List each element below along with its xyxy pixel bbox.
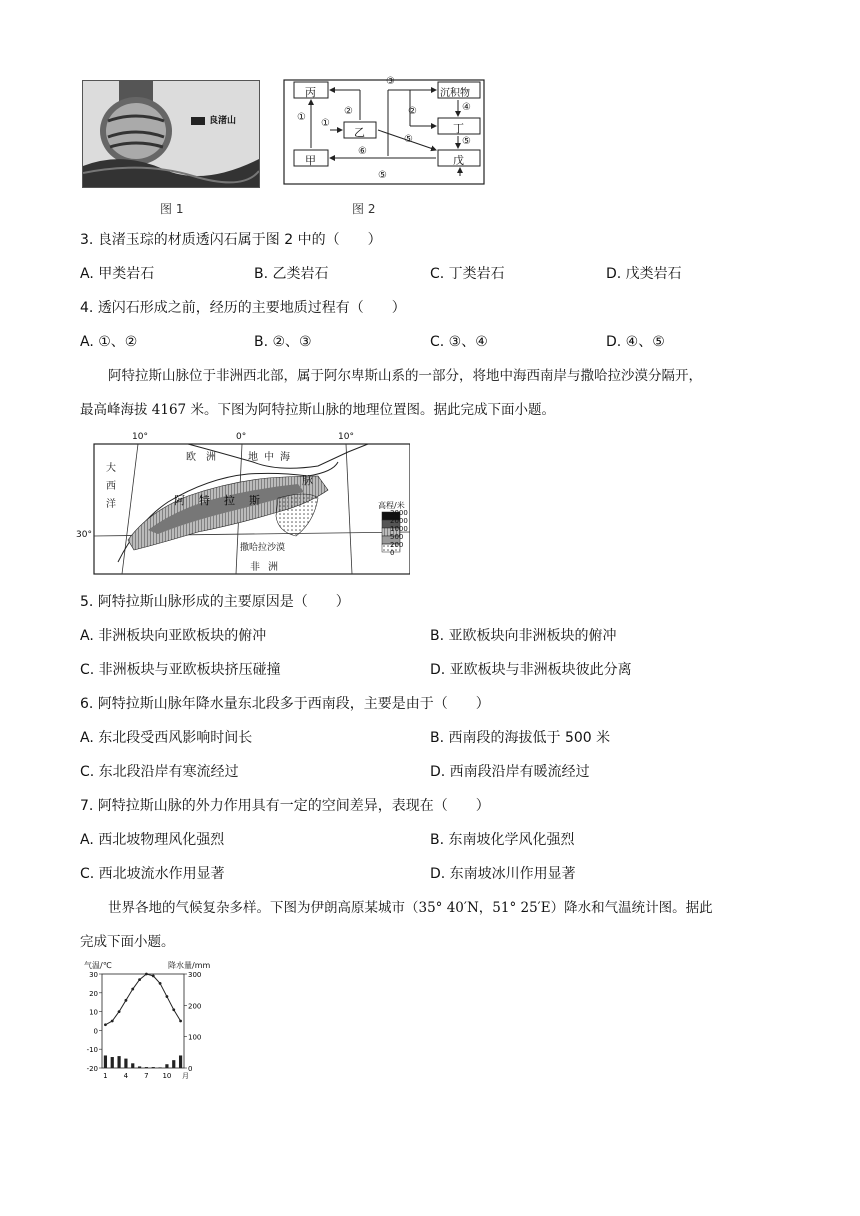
map-legend-200: 200 xyxy=(390,541,404,549)
question-text: 阿特拉斯山脉年降水量东北段多于西南段，主要是由于（ ） xyxy=(97,696,490,712)
arrow-label-3: ③ xyxy=(386,76,395,87)
q6-option-d[interactable]: D. 西南段沿岸有暖流经过 xyxy=(430,764,590,780)
figure-2-diagram xyxy=(280,76,490,188)
y2-tick-label: 0 xyxy=(188,1065,193,1073)
temperature-point xyxy=(166,995,169,998)
q7-option-c[interactable]: C. 西北坡流水作用显著 xyxy=(80,866,225,882)
question-4 xyxy=(80,298,406,318)
arrow-label-2b: ② xyxy=(408,106,417,117)
q7-option-d[interactable]: D. 东南坡冰川作用显著 xyxy=(430,866,576,882)
question-number: 3. xyxy=(80,232,94,248)
precip-bar xyxy=(117,1056,120,1068)
map-label-africa: 非洲 xyxy=(250,562,286,573)
precip-bar xyxy=(124,1059,127,1068)
question-number: 4. xyxy=(80,300,94,316)
q4-option-d[interactable]: D. ④、⑤ xyxy=(606,334,665,350)
precip-bar xyxy=(158,1067,161,1068)
question-6 xyxy=(80,694,490,714)
precip-bar xyxy=(111,1057,114,1068)
q3-option-b[interactable]: B. 乙类岩石 xyxy=(254,266,329,282)
box-jia: 甲 xyxy=(305,154,316,167)
map-label-mai: 脉 xyxy=(302,474,313,487)
chart-y2-label: 降水量/mm xyxy=(168,961,211,970)
y1-tick-label: 20 xyxy=(89,989,98,998)
figure-1-caption: 图 1 xyxy=(160,202,184,216)
y2-tick-label: 200 xyxy=(188,1002,202,1011)
box-ding: 丁 xyxy=(453,122,464,135)
q4-option-c[interactable]: C. ③、④ xyxy=(430,334,488,350)
temperature-point xyxy=(138,978,141,981)
figure-2-caption: 图 2 xyxy=(352,202,376,216)
map-label-atlantic: 大西洋 xyxy=(106,463,116,510)
climate-chart xyxy=(80,960,220,1086)
q4-option-a[interactable]: A. ①、② xyxy=(80,334,138,350)
y1-tick-label: 0 xyxy=(93,1027,98,1036)
arrow-label-1b: ① xyxy=(321,118,330,129)
q6-option-b[interactable]: B. 西南段的海拔低于 500 米 xyxy=(430,730,611,746)
q6-option-a[interactable]: A. 东北段受西风影响时间长 xyxy=(80,730,253,746)
q6-option-c[interactable]: C. 东北段沿岸有寒流经过 xyxy=(80,764,239,780)
y1-tick-label: -20 xyxy=(86,1065,98,1073)
figure-1-logo-text: 良渚山 xyxy=(209,116,237,126)
temperature-point xyxy=(179,1020,182,1023)
map-label-europe: 欧洲 xyxy=(186,452,226,463)
q4-option-b[interactable]: B. ②、③ xyxy=(254,334,312,350)
arrow-label-5b: ⑤ xyxy=(462,136,471,147)
precip-bar xyxy=(131,1063,134,1068)
q5-option-a[interactable]: A. 非洲板块向亚欧板块的俯冲 xyxy=(80,628,267,644)
y2-tick-label: 300 xyxy=(188,971,202,979)
arrow-label-6: ⑥ xyxy=(358,146,367,157)
temperature-point xyxy=(145,973,148,976)
temperature-point xyxy=(125,999,128,1002)
question-number: 6. xyxy=(80,696,94,712)
passage-atlas-line-1: 阿特拉斯山脉位于非洲西北部，属于阿尔卑斯山系的一部分，将地中海西南岸与撒哈拉沙漠分隔开， xyxy=(108,368,702,384)
box-sediment: 沉积物 xyxy=(440,88,470,99)
map-legend-0: 0 xyxy=(390,549,395,557)
question-7 xyxy=(80,796,490,816)
y1-tick-label: 10 xyxy=(89,1008,98,1017)
x-tick-label: 1 xyxy=(103,1072,108,1080)
arrow-label-1a: ① xyxy=(297,112,306,123)
question-text: 阿特拉斯山脉形成的主要原因是（ ） xyxy=(97,594,350,610)
chart-frame xyxy=(102,974,184,1068)
question-number: 7. xyxy=(80,798,94,814)
x-tick-label: 4 xyxy=(123,1072,129,1080)
precip-bar xyxy=(165,1064,168,1068)
map-label-mediterranean: 地中海 xyxy=(248,452,296,463)
temperature-point xyxy=(104,1023,107,1026)
box-wu: 戊 xyxy=(453,154,464,167)
precip-bar xyxy=(104,1055,107,1068)
figure-1-photo xyxy=(82,80,260,188)
q5-option-c[interactable]: C. 非洲板块与亚欧板块挤压碰撞 xyxy=(80,662,281,678)
temperature-point xyxy=(131,988,134,991)
chart-y1-label: 气温/℃ xyxy=(84,961,112,970)
map-label-atlas: 阿特拉斯 xyxy=(174,494,274,507)
map-legend-title: 高程/米 xyxy=(378,501,405,510)
q3-option-d[interactable]: D. 戊类岩石 xyxy=(606,266,682,282)
question-text: 阿特拉斯山脉的外力作用具有一定的空间差异，表现在（ ） xyxy=(97,798,490,814)
temperature-line xyxy=(105,974,180,1025)
y1-tick-label: 30 xyxy=(89,971,98,979)
question-text: 透闪石形成之前，经历的主要地质过程有（ ） xyxy=(97,300,406,316)
passage-atlas-line-2: 最高峰海拔 4167 米。下图为阿特拉斯山脉的地理位置图。据此完成下面小题。 xyxy=(80,402,555,418)
temperature-point xyxy=(172,1008,175,1011)
q7-option-a[interactable]: A. 西北坡物理风化强烈 xyxy=(80,832,225,848)
precip-bar xyxy=(172,1060,175,1068)
box-yi: 乙 xyxy=(354,126,365,139)
precip-bar xyxy=(145,1067,148,1068)
passage-climate-line-2: 完成下面小题。 xyxy=(80,934,175,950)
map-lon-label-w10: 10° xyxy=(132,432,148,442)
arrow-label-4: ④ xyxy=(462,102,471,113)
map-legend-500: 500 xyxy=(390,533,404,541)
arrow-label-5a: ⑤ xyxy=(404,134,413,145)
temperature-point xyxy=(152,974,155,977)
x-tick-label: 7 xyxy=(144,1072,149,1080)
q7-option-b[interactable]: B. 东南坡化学风化强烈 xyxy=(430,832,575,848)
map-lat-label-30: 30° xyxy=(76,530,92,540)
q3-option-c[interactable]: C. 丁类岩石 xyxy=(430,266,505,282)
map-label-sahara: 撒哈拉沙漠 xyxy=(240,543,286,553)
precip-bar xyxy=(179,1055,182,1068)
map-lon-label-e10: 10° xyxy=(338,432,354,442)
temperature-point xyxy=(118,1010,121,1013)
x-tick-label: 10 xyxy=(162,1072,172,1080)
y1-tick-label: -10 xyxy=(86,1046,98,1055)
question-5 xyxy=(80,592,350,612)
q5-option-d[interactable]: D. 亚欧板块与非洲板块彼此分离 xyxy=(430,662,632,678)
map-lon-label-0: 0° xyxy=(236,432,247,442)
q5-option-b[interactable]: B. 亚欧板块向非洲板块的俯冲 xyxy=(430,628,617,644)
arrow-label-2a: ② xyxy=(344,106,353,117)
arrow-label-5c: ⑤ xyxy=(378,170,387,181)
map-legend-2000: 2000 xyxy=(390,517,408,525)
y2-tick-label: 100 xyxy=(188,1033,202,1042)
box-bing: 丙 xyxy=(305,86,316,99)
atlas-map xyxy=(78,432,410,580)
precip-bar xyxy=(138,1066,141,1068)
x-unit-label: 月 xyxy=(182,1072,189,1080)
question-3 xyxy=(80,230,382,250)
map-legend-1000: 1000 xyxy=(390,525,408,533)
temperature-point xyxy=(159,982,162,985)
q3-option-a[interactable]: A. 甲类岩石 xyxy=(80,266,155,282)
question-number: 5. xyxy=(80,594,94,610)
question-text: 良渚玉琮的材质透闪石属于图 2 中的（ ） xyxy=(97,232,382,248)
map-legend-3000: 3000 xyxy=(390,509,408,517)
temperature-point xyxy=(111,1020,114,1023)
passage-climate-line-1: 世界各地的气候复杂多样。下图为伊朗高原某城市（35° 40′N，51° 25′E）降水和气温统计图。据此 xyxy=(108,900,713,916)
precip-bar xyxy=(152,1067,155,1068)
